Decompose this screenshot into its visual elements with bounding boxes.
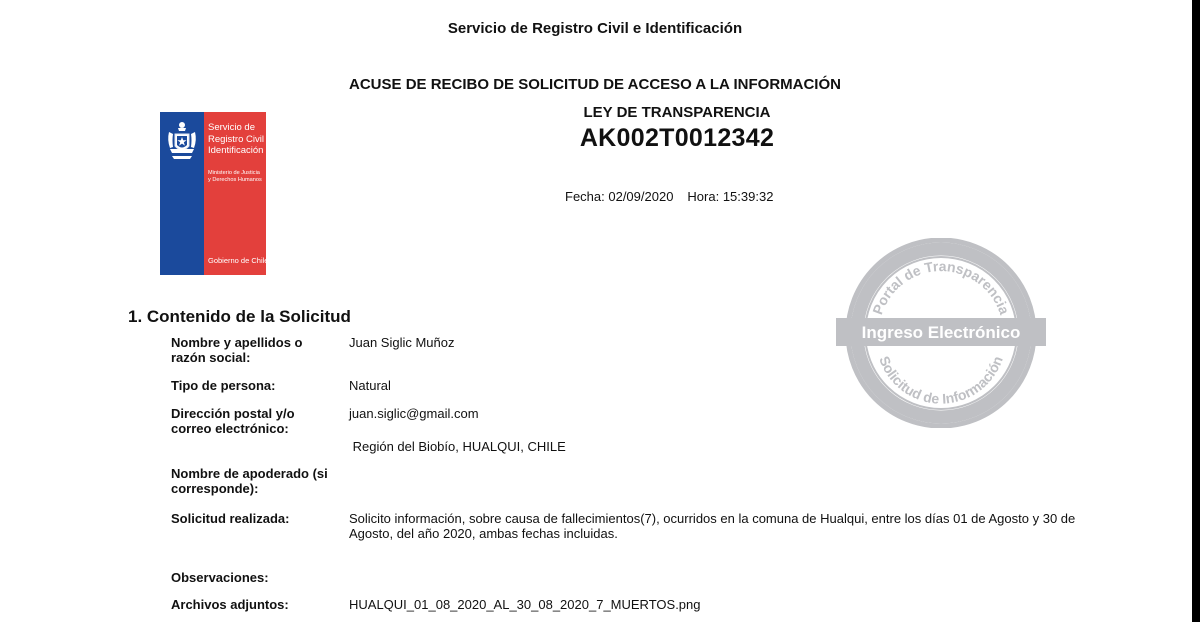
time-label: Hora: 15:39:32	[687, 189, 774, 204]
archivos-label: Archivos adjuntos:	[171, 597, 289, 612]
apoderado-label: Nombre de apoderado (si corresponde):	[171, 466, 328, 496]
logo-government: Gobierno de Chile	[208, 256, 269, 265]
solicitud-value: Solicito información, sobre causa de fallecimientos(7), ocurridos en la comuna de Hualqui, entre los días 01 de Agosto y 30 de Agosto, del año 2020, ambas fechas incluidas.	[349, 511, 1076, 541]
direccion-label: Dirección postal y/o correo electrónico:	[171, 406, 295, 436]
nombre-value: Juan Siglic Muñoz	[349, 335, 455, 350]
page-edge-border	[1192, 0, 1200, 622]
observaciones-label: Observaciones:	[171, 570, 269, 585]
date-label: Fecha: 02/09/2020	[565, 189, 674, 204]
coat-of-arms-icon	[164, 118, 200, 166]
archivos-value: HUALQUI_01_08_2020_AL_30_08_2020_7_MUERTOS.png	[349, 597, 701, 612]
transparency-stamp	[836, 238, 1046, 428]
solicitud-label: Solicitud realizada:	[171, 511, 290, 526]
nombre-label: Nombre y apellidos o razón social:	[171, 335, 303, 365]
logo-ministry: Ministerio de Justicia y Derechos Humanos	[208, 170, 262, 183]
document-title: ACUSE DE RECIBO DE SOLICITUD DE ACCESO A LA INFORMACIÓN	[349, 76, 841, 93]
logo-name: Servicio de Registro Civil e Identificación	[208, 122, 272, 156]
direccion-email-value: juan.siglic@gmail.com	[349, 406, 479, 421]
direccion-region-value: Región del Biobío, HUALQUI, CHILE	[349, 439, 566, 454]
institution-logo	[160, 112, 272, 275]
stamp-bottom-text: Solicitud de Información	[876, 353, 1006, 407]
stamp-top-text: Portal de Transparencia	[869, 258, 1013, 317]
tipo-persona-label: Tipo de persona:	[171, 378, 276, 393]
date-time-line	[565, 189, 773, 204]
stamp-center-text: Ingreso Electrónico	[861, 323, 1021, 342]
law-title: LEY DE TRANSPARENCIA	[583, 104, 771, 121]
tipo-persona-value: Natural	[349, 378, 391, 393]
section-title: 1. Contenido de la Solicitud	[128, 307, 351, 326]
organization-name: Servicio de Registro Civil e Identificación	[447, 20, 743, 37]
folio-number: AK002T0012342	[579, 124, 775, 152]
